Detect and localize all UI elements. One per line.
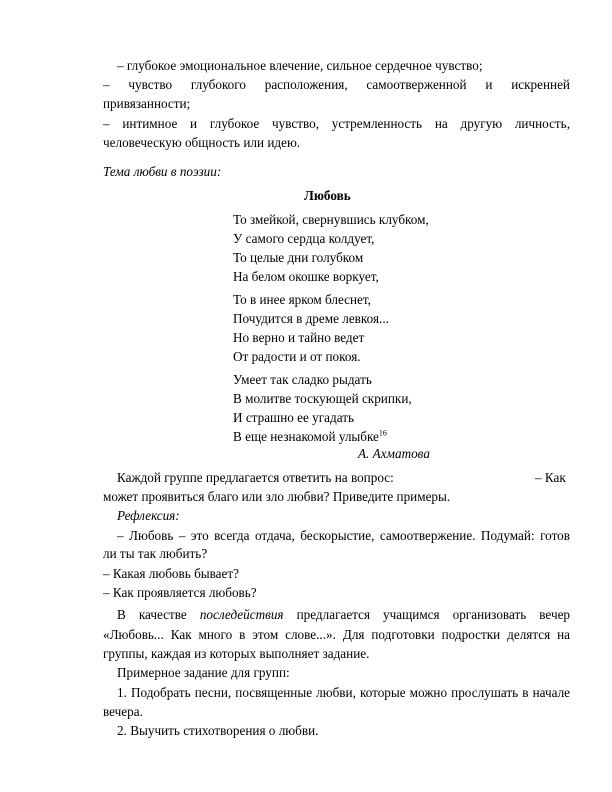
aftermath-text: В качестве (117, 607, 187, 622)
poem-line: То змейкой, свернувшись клубком, (233, 212, 429, 227)
poem-author: А. Ахматова (358, 446, 430, 461)
aftermath-emphasis: последействия (199, 607, 284, 622)
poem-line (233, 429, 387, 445)
aftermath-line: группы, каждая из которых выполняет задание. (103, 646, 370, 661)
task-item: вечера. (103, 704, 143, 719)
poem-line: На белом окошке воркует, (233, 269, 379, 284)
reflection-question: – Какая любовь бывает? (103, 566, 240, 581)
task-question: может проявиться благо или зло любви? Приведите примеры. (103, 489, 451, 504)
poem-line: Умеет так сладко рыдать (233, 372, 372, 387)
reflection-line: ли ты так любить? (103, 546, 208, 561)
reflection-line: – Любовь – это всегда отдача, бескорыстие, самоотвержение. Подумай: готов (117, 528, 570, 543)
poem-line: И страшно ее угадать (233, 410, 355, 425)
definition-line: человеческую общность или идею. (103, 135, 301, 150)
task-item: 2. Выучить стихотворения о любви. (117, 723, 319, 738)
poem-line: В молитве тоскующей скрипки, (233, 391, 412, 406)
definition-line: – глубокое эмоциональное влечение, сильное сердечное чувство; (117, 58, 483, 73)
poem-line: То целые дни голубком (233, 250, 364, 265)
definition-line: – чувство глубокого расположения, самоотверженной и искренней (103, 77, 570, 92)
task-item: 1. Подобрать песни, посвященные любви, которые можно прослушать в начале (117, 685, 570, 700)
aftermath-line (117, 607, 570, 623)
poem-line: От радости и от покоя. (233, 349, 361, 364)
poem-line: Почудится в дреме левкоя... (233, 311, 389, 326)
definition-line: привязанности; (103, 96, 191, 111)
poem-line: У самого сердца колдует, (233, 231, 375, 246)
poem-line: То в инее ярком блеснет, (233, 292, 371, 307)
aftermath-line: «Любовь... Как много в этом слове...». Для подготовки подростки делятся на (103, 627, 570, 642)
task-intro: Каждой группе предлагается ответить на вопрос: (117, 470, 394, 485)
poem-line-text: В еще незнакомой улыбке (233, 429, 379, 444)
definition-line: – интимное и глубокое чувство, устремленность на другую личность, (103, 116, 570, 131)
poem-title: Любовь (304, 188, 351, 203)
task-question-start: – Как (535, 470, 566, 485)
reflection-heading: Рефлексия: (117, 508, 180, 523)
aftermath-text: предлагается учащимся организовать вечер (296, 607, 571, 622)
footnote-ref: 16 (378, 428, 387, 438)
sample-heading: Примерное задание для групп: (117, 665, 290, 680)
reflection-question: – Как проявляется любовь? (103, 585, 257, 600)
poetry-heading: Тема любви в поэзии: (103, 164, 222, 179)
poem-line: Но верно и тайно ведет (233, 330, 365, 345)
